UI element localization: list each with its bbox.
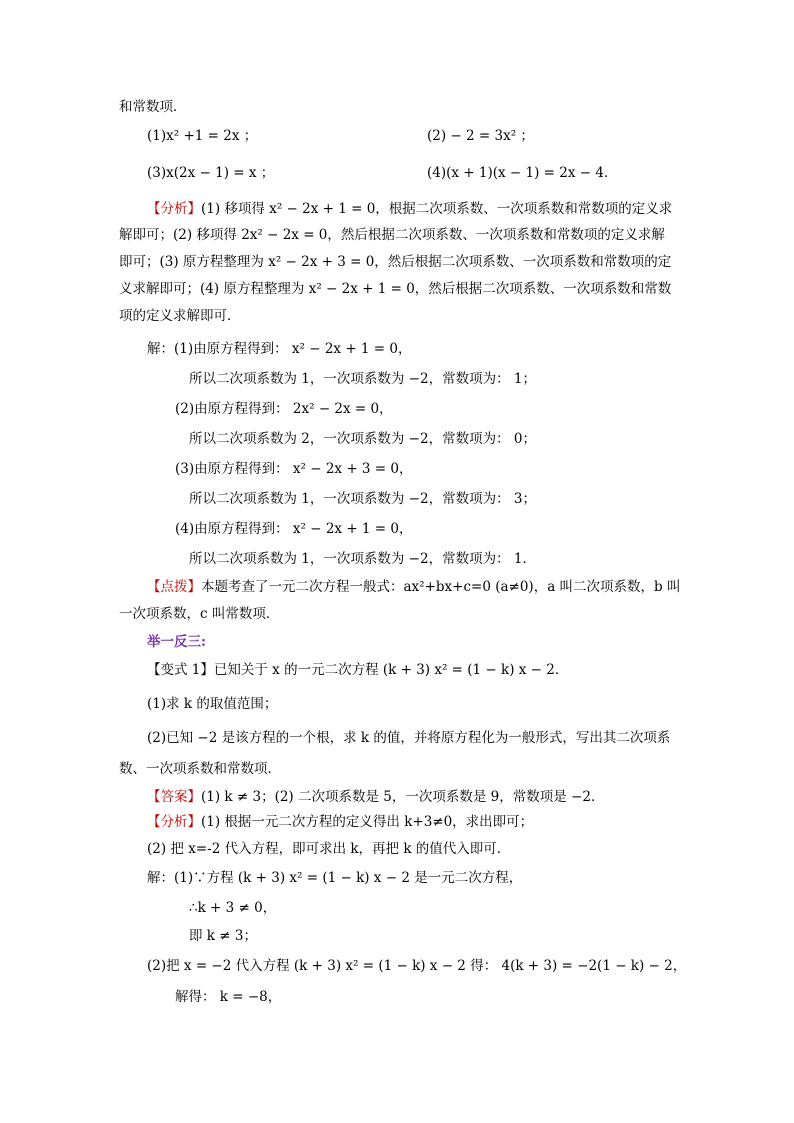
solution2-line-2: ∴k + 3 ≠ 0， <box>189 900 277 916</box>
answer-label: 【答案】 <box>147 789 201 805</box>
analysis-line-3: 即可；(3) 原方程整理为 x² − 2x + 3 = 0，然后根据二次项系数、一次项系数和常数项的定 <box>119 254 672 270</box>
variant-question-1: (1)求 k 的取值范围； <box>147 696 278 712</box>
analysis2-text-1: (1) 根据一元二次方程的定义得出 k+3≠0，求出即可； <box>201 814 534 830</box>
problem-1: (1)x² +1 = 2x ； <box>147 128 258 144</box>
solution2-line-1: 解：(1)∵方程 (k + 3) x² = (1 − k) x − 2 是一元二次方程， <box>147 870 523 886</box>
solution-step-1-eq <box>147 339 412 359</box>
solution-step-1-eq-text: (1)由原方程得到： x² − 2x + 1 = 0， <box>174 341 412 357</box>
problem-4: (4)(x + 1)(x − 1) = 2x − 4． <box>427 165 618 181</box>
analysis2-line-2: (2) 把 x=-2 代入方程，即可求出 k，再把 k 的值代入即可． <box>147 841 511 857</box>
analysis-line-2: 解即可；(2) 移项得 2x² − 2x = 0，然后根据二次项系数、一次项系数和常数项的定义求解 <box>119 227 665 243</box>
solution-step-2-eq: (2)由原方程得到： 2x² − 2x = 0， <box>175 401 393 417</box>
tip-text-1: 本题考查了一元二次方程一般式：ax²+bx+c=0 (a≠0)，a 叫二次项系数，b 叫 <box>201 579 681 595</box>
problem-2: (2) − 2 = 3x² ； <box>427 128 534 144</box>
solution-step-2-coef: 所以二次项系数为 2，一次项系数为 −2，常数项为： 0； <box>189 431 536 447</box>
intro-tail: 和常数项． <box>119 99 187 115</box>
solution-step-1-coef: 所以二次项系数为 1，一次项系数为 −2，常数项为： 1； <box>189 371 536 387</box>
analysis-line-1 <box>147 199 672 219</box>
solution-step-3-eq: (3)由原方程得到： x² − 2x + 3 = 0， <box>175 461 413 477</box>
solution2-line-3: 即 k ≠ 3； <box>189 928 257 944</box>
tip-line-2: 一次项系数，c 叫常数项． <box>119 606 280 622</box>
tip-label: 【点拨】 <box>147 579 201 595</box>
variant-question-2b: 数、一次项系数和常数项． <box>119 761 281 777</box>
variant-question-2a: (2)已知 −2 是该方程的一个根，求 k 的值，并将原方程化为一般形式，写出其二次项系 <box>147 730 671 746</box>
analysis-text-1: (1) 移项得 x² − 2x + 1 = 0，根据二次项系数、一次项系数和常数项的定义求 <box>201 201 673 217</box>
solution2-line-5: 解得： k = −8， <box>175 989 282 1005</box>
solution-step-4-coef: 所以二次项系数为 1，一次项系数为 −2，常数项为： 1． <box>189 551 536 567</box>
section-title: 举一反三: <box>147 634 206 650</box>
tip-line-1 <box>147 577 680 597</box>
analysis-line-5: 项的定义求解即可． <box>119 308 241 324</box>
analysis2-line-1 <box>147 812 533 832</box>
analysis-label: 【分析】 <box>147 201 201 217</box>
problem-3: (3)x(2x − 1) = x ； <box>147 165 275 181</box>
solution2-line-4: (2)把 x = −2 代入方程 (k + 3) x² = (1 − k) x − 2 得： 4(k + 3) = −2(1 − k) − 2， <box>147 958 687 974</box>
variant-line-1 <box>147 660 568 680</box>
solution-step-4-eq: (4)由原方程得到： x² − 2x + 1 = 0， <box>175 521 413 537</box>
variant-label: 【变式 1】 <box>147 662 214 678</box>
variant-text-1: 已知关于 x 的一元二次方程 (k + 3) x² = (1 − k) x − 2． <box>213 662 569 678</box>
answer-line <box>147 787 604 807</box>
solution-step-3-coef: 所以二次项系数为 1，一次项系数为 −2，常数项为： 3； <box>189 491 536 507</box>
analysis2-label: 【分析】 <box>147 814 201 830</box>
answer-text: (1) k ≠ 3；(2) 二次项系数是 5，一次项系数是 9，常数项是 −2． <box>201 789 605 805</box>
solution-label: 解： <box>147 341 174 357</box>
analysis-line-4: 义求解即可；(4) 原方程整理为 x² − 2x + 1 = 0，然后根据二次项系数、一次项系数和常数 <box>119 281 672 297</box>
